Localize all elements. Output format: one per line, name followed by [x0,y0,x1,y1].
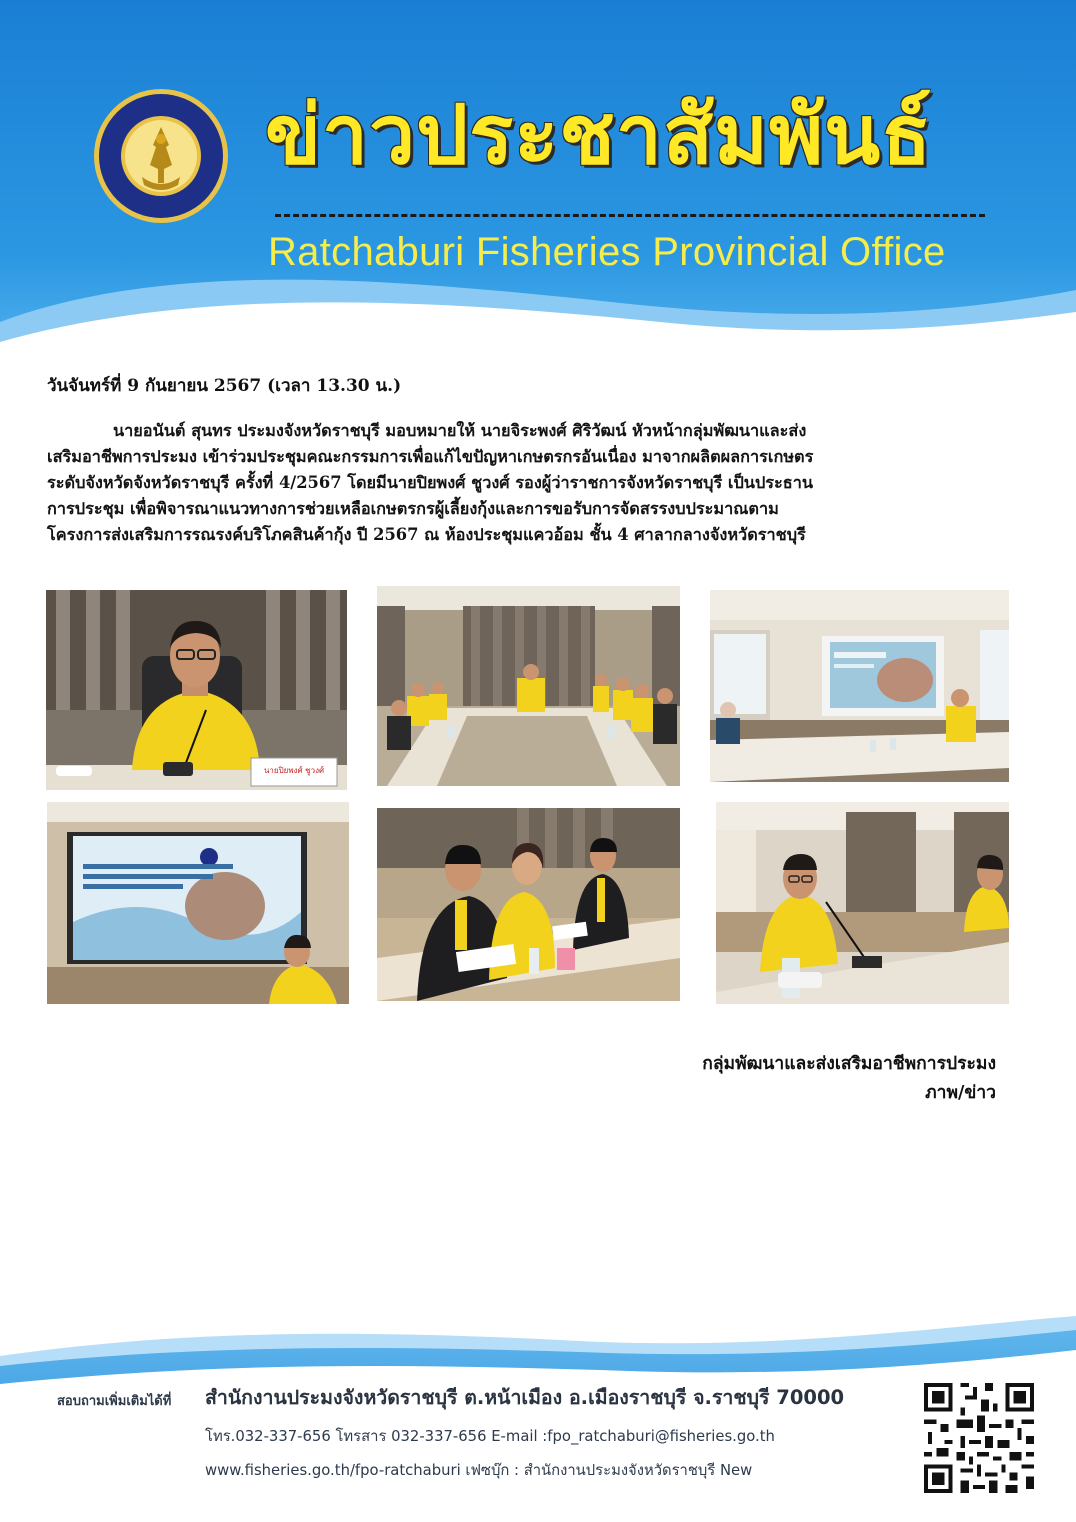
news-paragraph [47,418,1032,548]
header-divider [275,214,985,217]
news-line: นายอนันต์ สุนทร ประมงจังหวัดราชบุรี มอบหมายให้ นายจิระพงศ์ ศิริวัฒน์ หัวหน้ากลุ่มพัฒนาและส่ง [113,421,807,440]
meeting-photo-projector-room [710,590,1009,782]
footer-contact: โทร.032-337-656 โทรสาร 032-337-656 E-mail :fpo_ratchaburi@fisheries.go.th [205,1428,775,1445]
header-banner [0,0,1076,365]
header-title-thai: ข่าวประชาสัมพันธ์ [265,88,933,183]
footer-banner [0,1300,1076,1522]
meeting-photo-room-wide [377,586,680,786]
news-line: ระดับจังหวัดจังหวัดราชบุรี ครั้งที่ 4/2567 โดยมีนายปิยพงศ์ ชูวงศ์ รองผู้ว่าราชการจังหวัดราชบุรี เป็นประธาน [47,473,813,492]
news-line: โครงการส่งเสริมการรณรงค์บริโภคสินค้ากุ้ง ปี 2567 ณ ห้องประชุมแควอ้อม ชั้น 4 ศาลากลางจังหวัดราชบุรี [47,525,806,544]
footer-organization: สำนักงานประมงจังหวัดราชบุรี ต.หน้าเมือง อ.เมืองราชบุรี จ.ราชบุรี 70000 [205,1386,845,1409]
news-line: เสริมอาชีพการประมง เข้าร่วมประชุมคณะกรรมการเพื่อแก้ไขปัญหาเกษตรกรอันเนื่อง มาจากผลิตผลการเกษตร [47,447,814,466]
qr-code-icon[interactable] [920,1379,1038,1497]
header-title-english: Ratchaburi Fisheries Provincial Office [268,230,946,274]
news-date: วันจันทร์ที่ 9 กันยายน 2567 (เวลา 13.30 น.) [47,376,402,396]
meeting-photo-attendees-writing [377,808,680,1001]
news-line: การประชุม เพื่อพิจารณาแนวทางการช่วยเหลือเกษตรกรผู้เลี้ยงกุ้งและการขอรับการจัดสรรงบประมาณตาม [47,499,779,518]
credit-role: ภาพ/ข่าว [925,1083,996,1103]
footer-website: www.fisheries.go.th/fpo-ratchaburi เฟซบุ๊ก : สำนักงานประมงจังหวัดราชบุรี New [205,1462,753,1479]
news-credit [702,1050,996,1108]
meeting-photo-two-officers [716,802,1009,1004]
footer-label: สอบถามเพิ่มเติมได้ที่ [57,1394,172,1409]
chairman-nameplate: นายปิยพงศ์ ชูวงศ์ [263,766,325,775]
meeting-photo-presentation-screen [47,802,349,1004]
department-of-fisheries-logo [92,87,230,225]
meeting-photo-chairman [46,590,347,790]
credit-group: กลุ่มพัฒนาและส่งเสริมอาชีพการประมง [702,1054,996,1074]
